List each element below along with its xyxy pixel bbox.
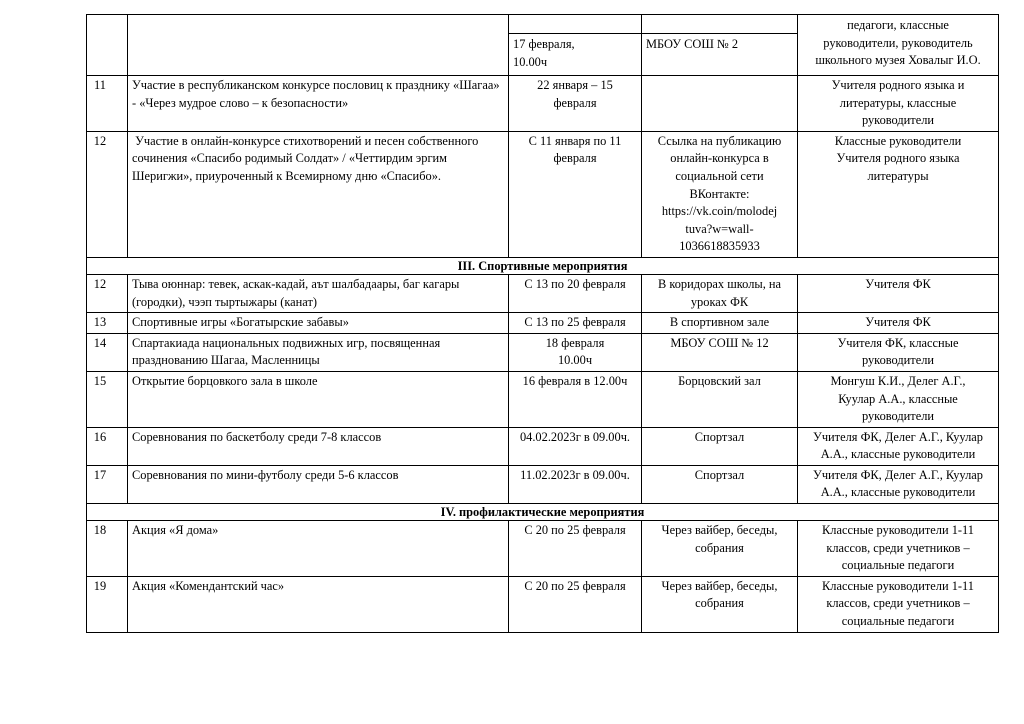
row-number: 18 [87,521,128,577]
table-row [87,274,999,312]
place-text: МБОУ СОШ № 2 [646,37,739,51]
date-cell: С 20 по 25 февраля [509,576,642,632]
responsible-cell: Учителя ФК, Делег А.Г., Куулар А.А., классные руководители [798,465,999,503]
table-row [87,427,999,465]
place-cell [642,76,798,132]
place-cell: Через вайбер, беседы, собрания [642,521,798,577]
date-cell: С 13 по 25 февраля [509,313,642,334]
date-text: 17 февраля, 10.00ч [513,37,575,69]
date-cell: 16 февраля в 12.00ч [509,371,642,427]
table-row [87,576,999,632]
event-cell: Спортивные игры «Богатырские забавы» [128,313,509,334]
table-row [87,371,999,427]
responsible-cell: Классные руководители 1-11 классов, среди учетников – социальные педагоги [798,576,999,632]
event-cell: Тыва оюннар: тевек, аскак-кадай, аът шалбадаары, баг кагары (городки), чээп тыртыжары (канат) [128,274,509,312]
section-header [87,257,999,274]
event-cell: Открытие борцовкого зала в школе [128,371,509,427]
responsible-cell: Учителя ФК, Делег А.Г., Куулар А.А., классные руководители [798,427,999,465]
date-cell: С 11 января по 11 февраля [509,131,642,257]
place-cell: Ссылка на публикацию онлайн-конкурса в социальной сети ВКонтакте: https://vk.coin/molodej tuva?w=wall- 1036618835933 [642,131,798,257]
responsible-cell: педагоги, классные руководители, руководитель школьного музея Ховалыг И.О. [798,15,999,76]
event-cell: Участие в республиканском конкурсе пословиц к празднику «Шагаа» - «Через мудрое слово – к безопасности» [128,76,509,132]
date-cell: С 13 по 20 февраля [509,274,642,312]
date-cell: 22 января – 15 февраля [509,76,642,132]
date-cell [509,15,642,76]
place-cell: Борцовский зал [642,371,798,427]
row-number: 13 [87,313,128,334]
responsible-cell: Учителя ФК, классные руководители [798,333,999,371]
row-number: 12 [87,131,128,257]
place-cell: Спортзал [642,427,798,465]
place-cell: В коридорах школы, на уроках ФК [642,274,798,312]
event-cell: Соревнования по мини-футболу среди 5-6 классов [128,465,509,503]
table-row [87,333,999,371]
table-row [87,313,999,334]
event-cell: Соревнования по баскетболу среди 7-8 классов [128,427,509,465]
date-cell: 11.02.2023г в 09.00ч. [509,465,642,503]
table-row [87,76,999,132]
responsible-cell: Классные руководители 1-11 классов, среди учетников – социальные педагоги [798,521,999,577]
place-cell: Через вайбер, беседы, собрания [642,576,798,632]
row-number: 16 [87,427,128,465]
event-cell: Акция «Я дома» [128,521,509,577]
event-cell [128,15,509,76]
row-number: 11 [87,76,128,132]
date-cell: С 20 по 25 февраля [509,521,642,577]
place-cell [642,15,798,76]
date-cell: 04.02.2023г в 09.00ч. [509,427,642,465]
row-number: 15 [87,371,128,427]
responsible-cell: Монгуш К.И., Делег А.Г., Куулар А.А., классные руководители [798,371,999,427]
section-title: IV. профилактические мероприятия [87,504,999,521]
place-cell: Спортзал [642,465,798,503]
responsible-cell: Учителя родного языка и литературы, классные руководители [798,76,999,132]
table-row [87,131,999,257]
table-row [87,465,999,503]
row-number [87,15,128,76]
event-cell: Спартакиада национальных подвижных игр, посвященная празднованию Шагаа, Масленницы [128,333,509,371]
responsible-cell: Классные руководители Учителя родного языка литературы [798,131,999,257]
row-number: 19 [87,576,128,632]
row-number: 12 [87,274,128,312]
row-number: 14 [87,333,128,371]
section-title: III. Спортивные мероприятия [87,257,999,274]
event-cell: Акция «Комендантский час» [128,576,509,632]
place-cell: В спортивном зале [642,313,798,334]
event-cell: Участие в онлайн-конкурсе стихотворений и песен собственного сочинения «Спасибо родимый Солдат» / «Четтирдим эргим Шеригжи», приуроченный к Всемирному дню «Спасибо». [128,131,509,257]
date-cell: 18 февраля 10.00ч [509,333,642,371]
events-table [86,14,999,633]
responsible-cell: Учителя ФК [798,313,999,334]
row-number: 17 [87,465,128,503]
table-row [87,15,999,76]
table-row [87,521,999,577]
section-header [87,504,999,521]
place-cell: МБОУ СОШ № 12 [642,333,798,371]
responsible-cell: Учителя ФК [798,274,999,312]
